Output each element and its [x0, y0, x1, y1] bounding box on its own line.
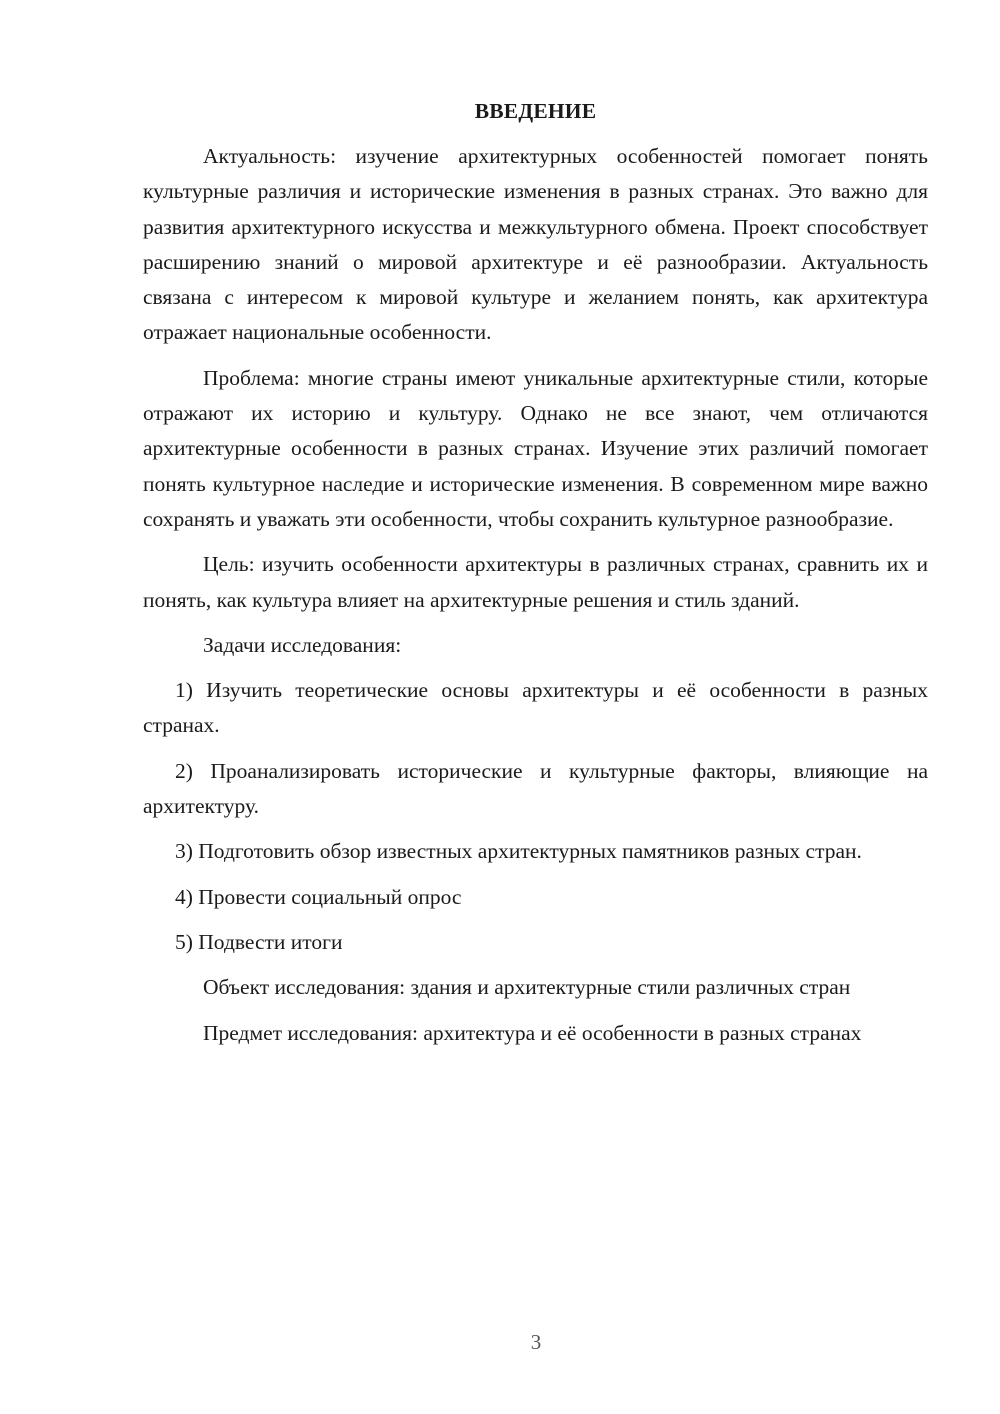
- task-item-5: 5) Подвести итоги: [175, 929, 343, 954]
- page-content: [143, 94, 928, 1061]
- goal-paragraph: Цель: изучить особенности архитектуры в различных странах, сравнить их и понять, как культура влияет на архитектурные решения и стиль зданий.: [143, 552, 928, 612]
- problem-paragraph: Проблема: многие страны имеют уникальные архитектурные стили, которые отражают их историю и культуру. Однако не все знают, чем отличаются архитектурные особенности в разных странах. Изучение этих различий помогает понять культурное наследие и исторические изменения. В современном мире важно сохранять и уважать эти особенности, чтобы сохранить культурное разнообразие.: [143, 365, 928, 531]
- relevance-paragraph: Актуальность: изучение архитектурных особенностей помогает понять культурные различия и исторические изменения в разных странах. Это важно для развития архитектурного искусства и межкультурного обмена. Проект способствует расширению знаний о мировой архитектуре и её разнообразии. Актуальность связана с интересом к мировой культуре и желанием понять, как архитектура отражает национальные особенности.: [143, 144, 928, 345]
- page-number: 3: [530, 1330, 542, 1354]
- object-paragraph: Объект исследования: здания и архитектурные стили различных стран: [203, 975, 851, 1000]
- task-item-1: 1) Изучить теоретические основы архитектуры и её особенности в разных странах.: [143, 678, 928, 738]
- task-item-3: 3) Подготовить обзор известных архитектурных памятников разных стран.: [175, 839, 862, 864]
- tasks-heading: Задачи исследования:: [203, 632, 402, 657]
- task-item-4: 4) Провести социальный опрос: [175, 884, 462, 909]
- task-item-2: 2) Проанализировать исторические и культурные факторы, влияющие на архитектуру.: [143, 758, 928, 819]
- subject-paragraph: Предмет исследования: архитектура и её особенности в разных странах: [203, 1020, 862, 1045]
- section-title: ВВЕДЕНИЕ: [474, 99, 597, 123]
